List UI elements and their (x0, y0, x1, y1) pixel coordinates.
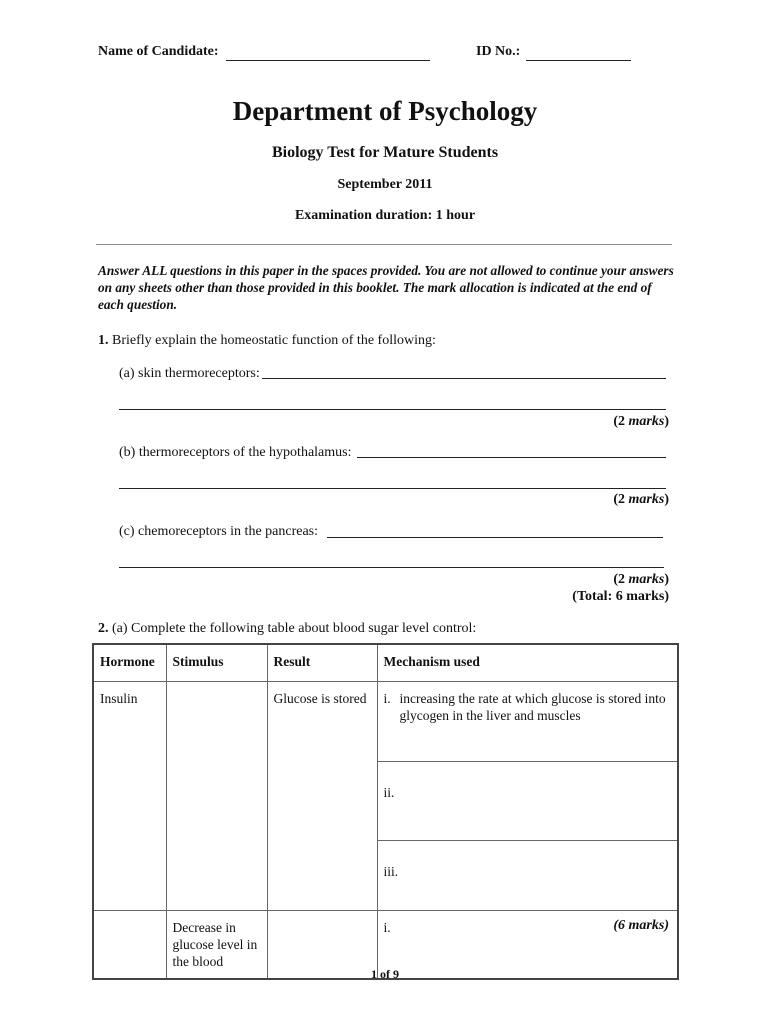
cell-mechanism-1[interactable] (377, 682, 678, 762)
question-1c-answer-line-2[interactable] (119, 567, 664, 568)
question-1-number: 1. (98, 333, 109, 348)
question-1 (98, 333, 436, 349)
question-1a-answer-line-2[interactable] (119, 409, 666, 410)
header-hormone: Hormone (93, 644, 166, 682)
question-1a-label: (a) skin thermoreceptors: (119, 366, 260, 381)
question-1b-answer-line-1[interactable] (357, 457, 666, 458)
table-row-insulin-1 (93, 682, 678, 762)
page-number: 1 of 9 (371, 967, 399, 981)
question-1c-marks: (2 marks) (613, 572, 669, 587)
cell-mechanism-3[interactable] (377, 841, 678, 911)
mechanism-row2-number: i. (383, 920, 391, 935)
id-number-label: ID No.: (476, 44, 521, 59)
mechanism-1-number: i. (383, 691, 391, 706)
header-result: Result (267, 644, 377, 682)
cell-result-insulin: Glucose is stored (267, 682, 377, 911)
mechanism-2-number: ii. (383, 785, 395, 800)
header-stimulus: Stimulus (166, 644, 267, 682)
candidate-name-field[interactable] (226, 60, 430, 61)
question-1c-label: (c) chemoreceptors in the pancreas: (119, 524, 319, 539)
question-1b-marks: (2 marks) (613, 492, 669, 507)
instructions: Answer ALL questions in this paper in the spaces provided. You are not allowed to continue your answers on any sheets other than those provided in this booklet. The mark allocation is indicated at the end of each question. (98, 263, 674, 312)
table-header-row (93, 644, 678, 682)
question-1a-answer-line-1[interactable] (262, 378, 666, 379)
question-2 (98, 621, 476, 637)
header-mechanism: Mechanism used (377, 644, 678, 682)
id-number-field[interactable] (526, 60, 631, 61)
candidate-name-label: Name of Candidate: (98, 44, 219, 59)
mechanism-3-number: iii. (383, 864, 399, 879)
test-subtitle: Biology Test for Mature Students (271, 144, 499, 161)
header-divider (96, 244, 672, 245)
question-1-text: Briefly explain the homeostatic function of the following: (112, 333, 436, 348)
question-2-number: 2. (98, 621, 109, 636)
cell-stimulus-decrease: Decrease in glucose level in the blood (166, 911, 267, 980)
question-1c-answer-line-1[interactable] (327, 537, 663, 538)
page-title: Department of Psychology (232, 96, 538, 126)
question-1a-marks: (2 marks) (613, 414, 669, 429)
blood-sugar-table (92, 643, 679, 980)
cell-stimulus-insulin[interactable] (166, 682, 267, 911)
exam-date: September 2011 (337, 177, 433, 192)
question-1b-answer-line-2[interactable] (119, 488, 666, 489)
exam-duration: Examination duration: 1 hour (294, 208, 476, 223)
cell-hormone-insulin: Insulin (93, 682, 166, 911)
question-1-total-marks: (Total: 6 marks) (572, 589, 669, 604)
question-2a-marks: (6 marks) (613, 918, 669, 933)
question-2-text: (a) Complete the following table about blood sugar level control: (112, 621, 477, 636)
cell-mechanism-2[interactable] (377, 762, 678, 841)
mechanism-1-text: increasing the rate at which glucose is stored into glycogen in the liver and muscles (399, 691, 666, 723)
question-1b-label: (b) thermoreceptors of the hypothalamus: (119, 445, 352, 460)
